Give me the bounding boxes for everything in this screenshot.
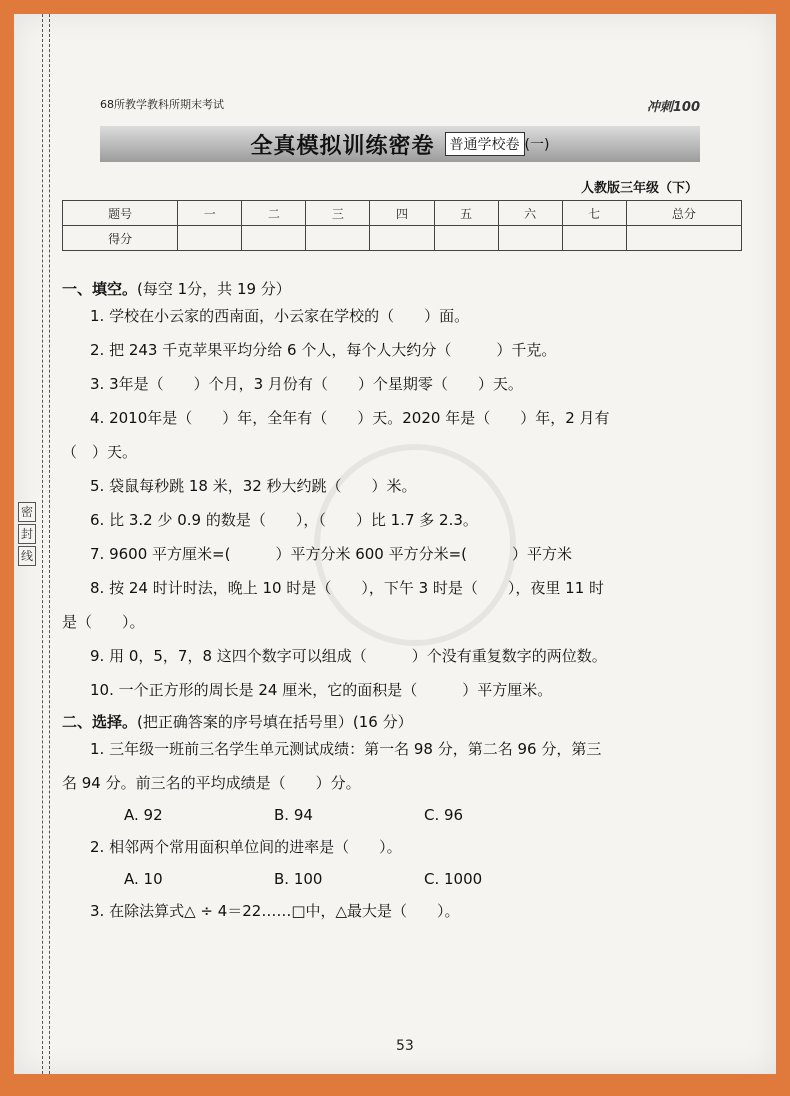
question: 1. 学校在小云家的西南面，小云家在学校的（ ）面。 bbox=[90, 307, 470, 325]
brand-label: 冲刺100 bbox=[646, 100, 700, 115]
question: 10. 一个正方形的周长是 24 厘米，它的面积是（ ）平方厘米。 bbox=[90, 681, 553, 699]
question: 7. 9600 平方厘米=( ）平方分米 600 平方分米=( ）平方米 bbox=[90, 545, 573, 563]
score-cell bbox=[626, 226, 741, 251]
score-cell bbox=[498, 226, 562, 251]
option: B. 100 bbox=[274, 870, 323, 888]
page-title: 全真模拟训练密卷 bbox=[250, 133, 435, 159]
score-header: 七 bbox=[562, 201, 626, 226]
score-header: 一 bbox=[178, 201, 242, 226]
binding-char: 密 bbox=[18, 502, 36, 522]
score-cell bbox=[178, 226, 242, 251]
score-header: 六 bbox=[498, 201, 562, 226]
binding-label bbox=[18, 502, 36, 568]
section-2-heading bbox=[62, 711, 752, 732]
score-header: 三 bbox=[306, 201, 370, 226]
score-header: 五 bbox=[434, 201, 498, 226]
option: A. 10 bbox=[124, 870, 163, 888]
binding-line bbox=[42, 14, 50, 1074]
question: 9. 用 0，5，7，8 这四个数字可以组成（ ）个没有重复数字的两位数。 bbox=[90, 647, 607, 665]
exam-content bbox=[62, 278, 752, 928]
score-row-label: 得分 bbox=[63, 226, 178, 251]
question: 3. 3年是（ ）个月，3 月份有（ ）个星期零（ ）天。 bbox=[90, 375, 523, 393]
question: 2. 相邻两个常用面积单位间的进率是（ ）。 bbox=[90, 838, 402, 856]
section-1-title: 一、填空。 bbox=[62, 280, 138, 298]
question: 4. 2010年是（ ）年，全年有（ ）天。2020 年是（ ）年，2 月有 bbox=[90, 409, 610, 427]
question: 8. 按 24 时计时法，晚上 10 时是（ ），下午 3 时是（ ），夜里 11 时 bbox=[90, 579, 605, 597]
question: 1. 三年级一班前三名学生单元测试成绩：第一名 98 分，第二名 96 分，第三 bbox=[90, 740, 602, 758]
section-1-note: (每空 1分，共 19 分） bbox=[137, 280, 291, 298]
section-2-note: (把正确答案的序号填在括号里）(16 分） bbox=[137, 713, 413, 731]
score-cell bbox=[242, 226, 306, 251]
section-1-heading bbox=[62, 278, 752, 299]
question-continued: 是（ ）。 bbox=[62, 613, 145, 631]
question-continued: （ ）天。 bbox=[62, 443, 138, 461]
options-row bbox=[62, 864, 752, 894]
edition-label: 人教版三年级（下） bbox=[580, 181, 698, 196]
section-2-title: 二、选择。 bbox=[62, 713, 138, 731]
option: B. 94 bbox=[274, 806, 313, 824]
score-header-row bbox=[63, 201, 742, 226]
page-number: 53 bbox=[396, 1038, 414, 1054]
question: 2. 把 243 千克苹果平均分给 6 个人，每个人大约分（ ）千克。 bbox=[90, 341, 557, 359]
school-tag: 普通学校卷 bbox=[445, 132, 525, 156]
question: 5. 袋鼠每秒跳 18 米，32 秒大约跳（ ）米。 bbox=[90, 477, 417, 495]
score-row bbox=[63, 226, 742, 251]
score-cell bbox=[562, 226, 626, 251]
score-cell bbox=[306, 226, 370, 251]
source-label: 68所教学教科所期末考试 bbox=[100, 98, 224, 111]
exam-page bbox=[14, 14, 776, 1074]
score-header: 二 bbox=[242, 201, 306, 226]
score-header: 题号 bbox=[63, 201, 178, 226]
question: 3. 在除法算式△ ÷ 4＝22……□中，△最大是（ ）。 bbox=[90, 902, 460, 920]
title-bar bbox=[100, 126, 700, 162]
score-header: 四 bbox=[370, 201, 434, 226]
score-table bbox=[62, 200, 742, 251]
binding-char: 线 bbox=[18, 546, 36, 566]
binding-char: 封 bbox=[18, 524, 36, 544]
options-row bbox=[62, 800, 752, 830]
option: C. 1000 bbox=[424, 870, 483, 888]
score-cell bbox=[370, 226, 434, 251]
score-header: 总分 bbox=[626, 201, 741, 226]
paper-number: (一) bbox=[524, 137, 550, 153]
question: 6. 比 3.2 少 0.9 的数是（ ），（ ）比 1.7 多 2.3。 bbox=[90, 511, 478, 529]
option: C. 96 bbox=[424, 806, 464, 824]
score-cell bbox=[434, 226, 498, 251]
option: A. 92 bbox=[124, 806, 163, 824]
question-continued: 名 94 分。前三名的平均成绩是（ ）分。 bbox=[62, 774, 361, 792]
